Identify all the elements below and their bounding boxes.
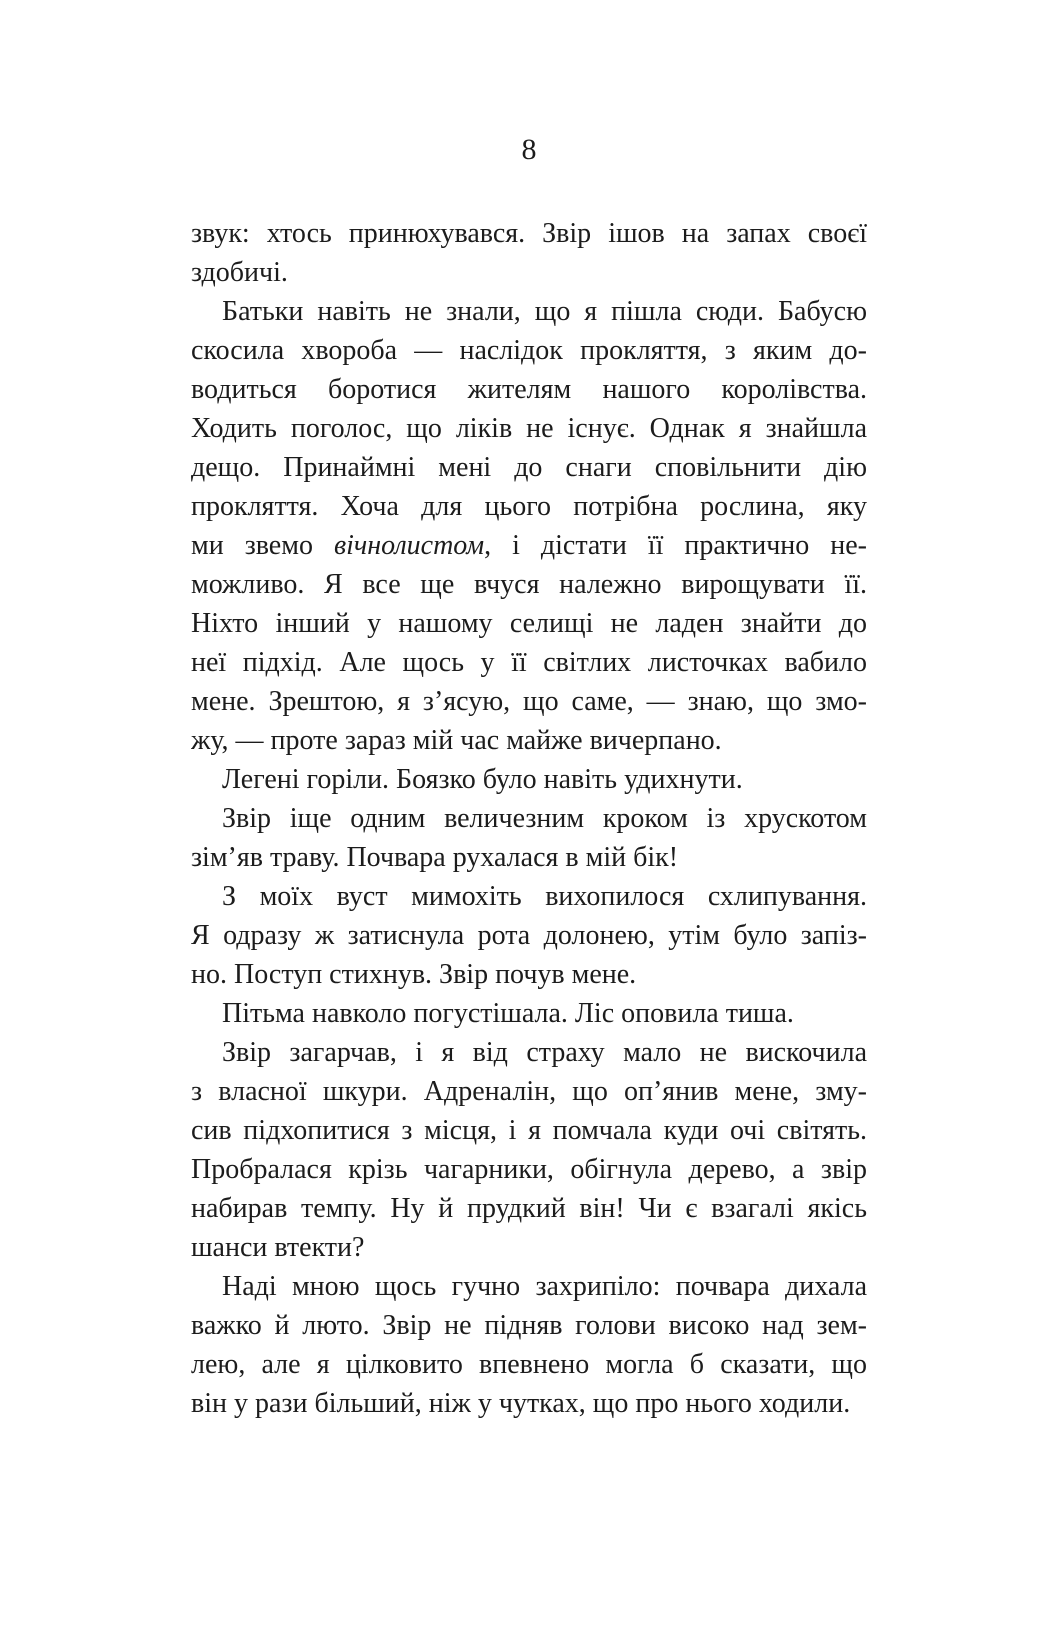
text-line: дещо. Принаймні мені до снаги сповільнити дію [191, 452, 867, 483]
text-line: Ходить поголос, що ліків не існує. Однак я знайшла [191, 413, 867, 444]
text-line: звук: хтось принюхувався. Звір ішов на запах своєї [191, 218, 867, 249]
text-line: жу, — проте зараз мій час майже вичерпано. [191, 725, 722, 756]
text-line: важко й люто. Звір не підняв голови високо над зем- [191, 1310, 867, 1341]
text-line: набирав темпу. Ну й прудкий він! Чи є взагалі якісь [191, 1193, 867, 1224]
text-line: з власної шкури. Адреналін, що оп’янив мене, зму- [191, 1076, 867, 1107]
text-line: ми звемо вічнолистом, і дістати її практично не- [191, 530, 867, 561]
italic-term: вічнолистом [333, 530, 485, 561]
text-line: Ніхто інший у нашому селищі не ладен знайти до [191, 608, 867, 639]
text-line: но. Поступ стихнув. Звір почув мене. [191, 959, 637, 990]
text-line: зім’яв траву. Почвара рухалася в мій бік! [191, 842, 679, 873]
text-line: З моїх вуст мимохіть вихопилося схлипування. [222, 881, 867, 912]
text-line: можливо. Я все ще вчуся належно вирощувати її. [191, 569, 867, 600]
text-line: Звір загарчав, і я від страху мало не вискочила [222, 1037, 867, 1068]
text-line: лею, але я цілковито впевнено могла б сказати, що [191, 1349, 867, 1380]
text-line: Пробралася крізь чагарники, обігнула дерево, а звір [191, 1154, 867, 1185]
text-line: мене. Зрештою, я з’ясую, що саме, — знаю, що змо- [191, 686, 867, 717]
text-line: сив підхопитися з місця, і я помчала куди очі світять. [191, 1115, 867, 1146]
text-line: він у рази більший, ніж у чутках, що про нього ходили. [191, 1388, 851, 1419]
text-line: Наді мною щось гучно захрипіло: почвара дихала [222, 1271, 867, 1302]
text-line: водиться боротися жителям нашого королівства. [191, 374, 867, 405]
text-line: Батьки навіть не знали, що я пішла сюди. Бабусю [222, 296, 867, 327]
body-text [191, 214, 867, 1423]
text-line: Пітьма навколо погустішала. Ліс оповила тиша. [222, 998, 794, 1029]
text-line: неї підхід. Але щось у її світлих листочках вабило [191, 647, 867, 678]
text-line: Звір іще одним величезним кроком із хрускотом [222, 803, 867, 834]
text-line: Легені горіли. Боязко було навіть удихнути. [222, 764, 743, 795]
text-line: шанси втекти? [191, 1232, 365, 1263]
text-line: скосила хвороба — наслідок прокляття, з яким до- [191, 335, 867, 366]
text-line: Я одразу ж затиснула рота долонею, утім було запіз- [191, 920, 867, 951]
text-line: прокляття. Хоча для цього потрібна рослина, яку [191, 491, 867, 522]
text-line: здобичі. [191, 257, 288, 288]
page-number: 8 [521, 133, 537, 166]
